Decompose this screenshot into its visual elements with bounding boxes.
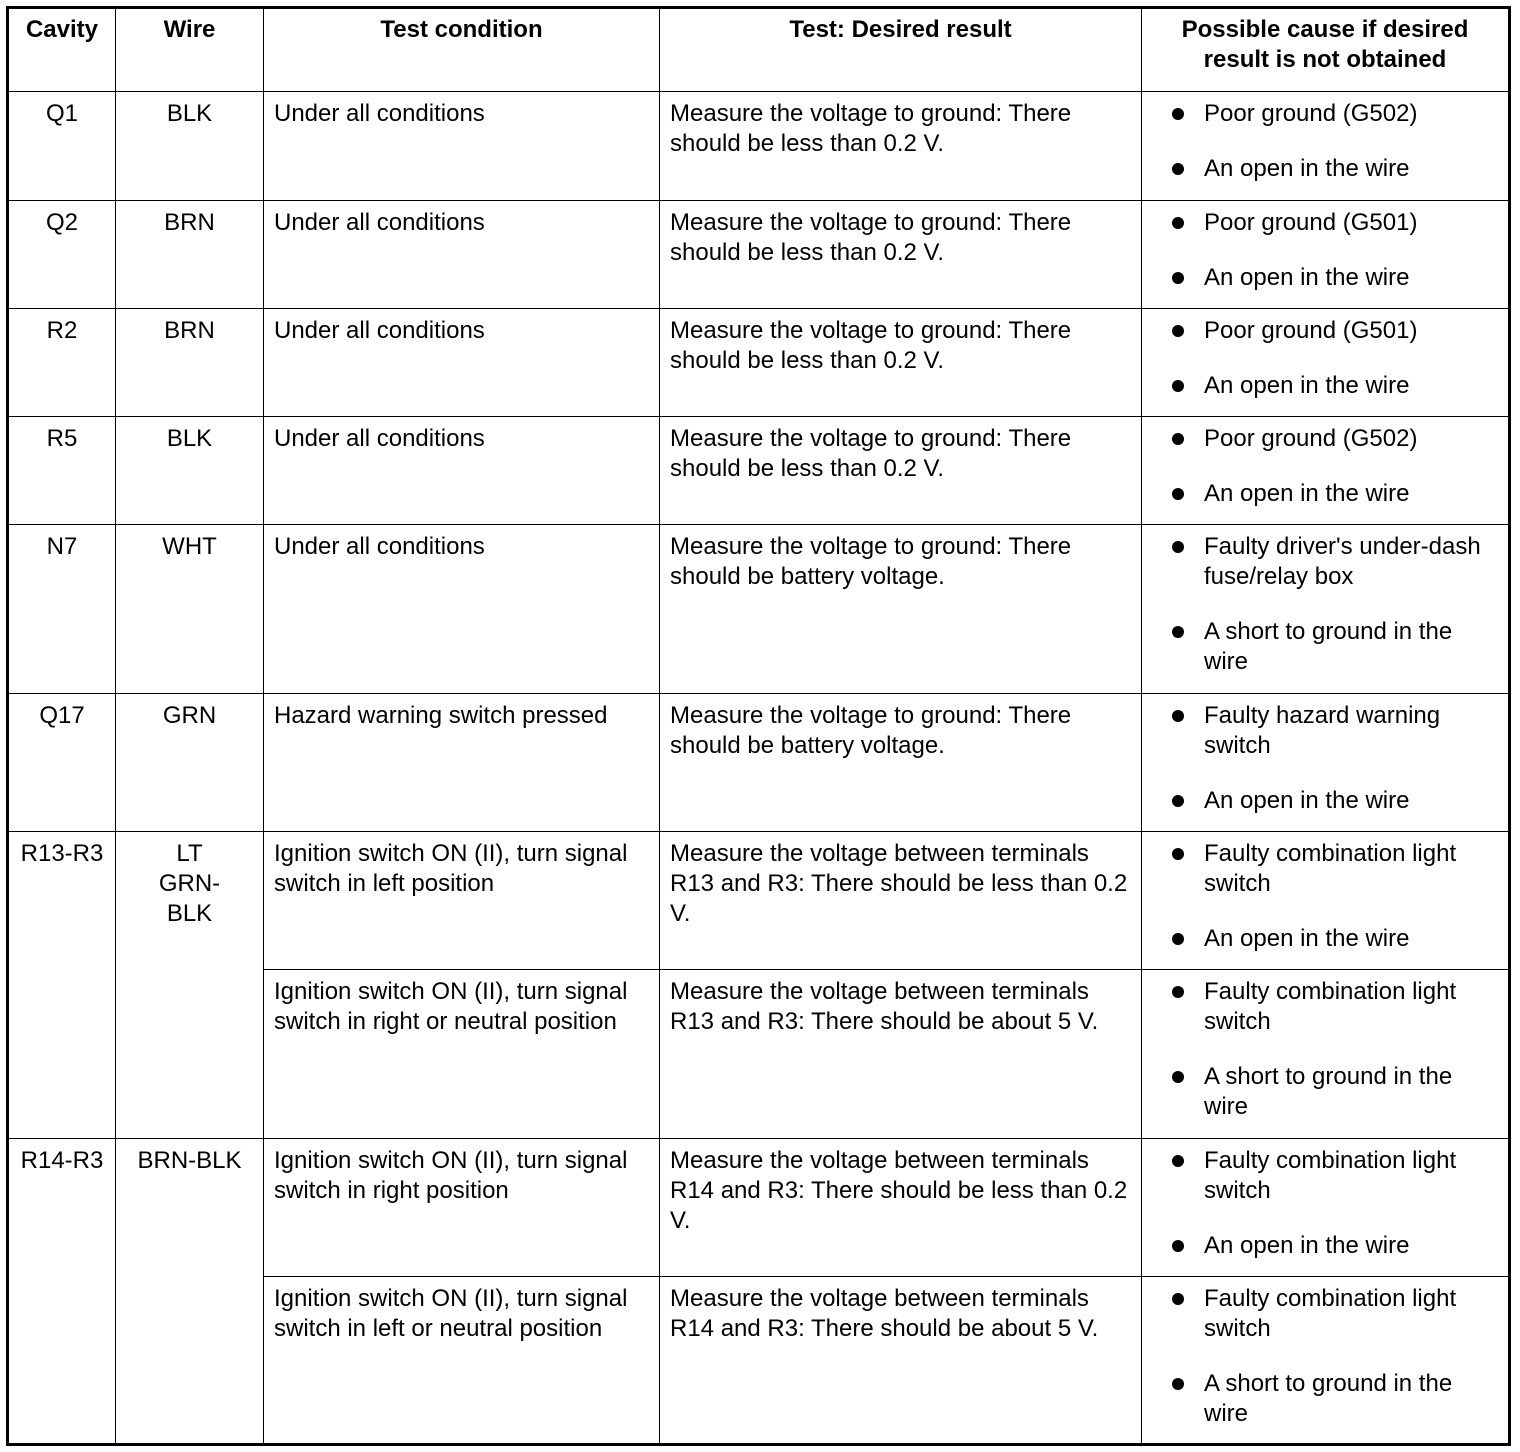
cause-bullet: Poor ground (G501) xyxy=(1152,208,1498,238)
cavity-cell: R13-R3 xyxy=(8,832,116,1139)
cavity-cell: N7 xyxy=(8,525,116,694)
condition-cell: Ignition switch ON (II), turn signal switch in right or neutral position xyxy=(264,970,660,1139)
connector-test-table xyxy=(6,6,1511,1446)
cause-cell xyxy=(1142,417,1510,525)
result-cell: Measure the voltage to ground: There should be battery voltage. xyxy=(660,525,1142,694)
cause-cell xyxy=(1142,970,1510,1139)
cause-bullet: An open in the wire xyxy=(1152,479,1498,509)
wire-cell: GRN xyxy=(116,694,264,832)
cause-bullet: Faulty combination light switch xyxy=(1152,839,1498,899)
cause-bullet: Faulty hazard warning switch xyxy=(1152,701,1498,761)
cause-bullet: Faulty driver's under-dash fuse/relay box xyxy=(1152,532,1498,592)
cavity-cell: Q17 xyxy=(8,694,116,832)
result-cell: Measure the voltage to ground: There should be less than 0.2 V. xyxy=(660,309,1142,417)
cause-bullet: A short to ground in the wire xyxy=(1152,617,1498,677)
condition-cell: Ignition switch ON (II), turn signal switch in right position xyxy=(264,1139,660,1277)
header-test-condition: Test condition xyxy=(264,8,660,92)
cause-bullet: Faulty combination light switch xyxy=(1152,977,1498,1037)
header-wire: Wire xyxy=(116,8,264,92)
cavity-cell: Q1 xyxy=(8,92,116,201)
header-possible-cause: Possible cause if desired result is not obtained xyxy=(1142,8,1510,92)
cause-bullet: Poor ground (G502) xyxy=(1152,99,1498,129)
wire-cell: BRN xyxy=(116,201,264,309)
cause-cell xyxy=(1142,92,1510,201)
cause-bullet: Poor ground (G501) xyxy=(1152,316,1498,346)
cause-bullet: A short to ground in the wire xyxy=(1152,1062,1498,1122)
table-row xyxy=(8,92,1510,201)
cause-bullet: An open in the wire xyxy=(1152,786,1498,816)
cause-cell xyxy=(1142,525,1510,694)
result-cell: Measure the voltage between terminals R14 and R3: There should be less than 0.2 V. xyxy=(660,1139,1142,1277)
cause-bullet: Poor ground (G502) xyxy=(1152,424,1498,454)
wire-cell: BLK xyxy=(116,92,264,201)
header-cavity: Cavity xyxy=(8,8,116,92)
table-row xyxy=(8,694,1510,832)
wire-cell: BRN-BLK xyxy=(116,1139,264,1445)
condition-cell: Under all conditions xyxy=(264,92,660,201)
result-cell: Measure the voltage between terminals R14 and R3: There should be about 5 V. xyxy=(660,1277,1142,1445)
condition-cell: Under all conditions xyxy=(264,201,660,309)
result-cell: Measure the voltage to ground: There should be less than 0.2 V. xyxy=(660,92,1142,201)
condition-cell: Under all conditions xyxy=(264,525,660,694)
wire-cell: BLK xyxy=(116,417,264,525)
table-row xyxy=(8,832,1510,970)
wire-cell: LT GRN-BLK xyxy=(116,832,264,1139)
cause-cell xyxy=(1142,1139,1510,1277)
cause-cell xyxy=(1142,201,1510,309)
condition-cell: Hazard warning switch pressed xyxy=(264,694,660,832)
table-row xyxy=(8,525,1510,694)
cause-cell xyxy=(1142,694,1510,832)
cause-bullet: An open in the wire xyxy=(1152,263,1498,293)
wire-cell: WHT xyxy=(116,525,264,694)
condition-cell: Ignition switch ON (II), turn signal switch in left position xyxy=(264,832,660,970)
header-desired-result: Test: Desired result xyxy=(660,8,1142,92)
cavity-cell: Q2 xyxy=(8,201,116,309)
table-row xyxy=(8,201,1510,309)
result-cell: Measure the voltage to ground: There should be battery voltage. xyxy=(660,694,1142,832)
table-row xyxy=(8,1139,1510,1277)
result-cell: Measure the voltage between terminals R13 and R3: There should be less than 0.2 V. xyxy=(660,832,1142,970)
cavity-cell: R14-R3 xyxy=(8,1139,116,1445)
cavity-cell: R2 xyxy=(8,309,116,417)
cause-cell xyxy=(1142,1277,1510,1445)
cause-bullet: An open in the wire xyxy=(1152,371,1498,401)
cause-cell xyxy=(1142,832,1510,970)
condition-cell: Under all conditions xyxy=(264,417,660,525)
cause-cell xyxy=(1142,309,1510,417)
result-cell: Measure the voltage to ground: There should be less than 0.2 V. xyxy=(660,417,1142,525)
cause-bullet: An open in the wire xyxy=(1152,154,1498,184)
cause-bullet: A short to ground in the wire xyxy=(1152,1369,1498,1429)
cavity-cell: R5 xyxy=(8,417,116,525)
cause-bullet: Faulty combination light switch xyxy=(1152,1284,1498,1344)
cause-bullet: An open in the wire xyxy=(1152,924,1498,954)
header-row xyxy=(8,8,1510,92)
result-cell: Measure the voltage to ground: There should be less than 0.2 V. xyxy=(660,201,1142,309)
condition-cell: Ignition switch ON (II), turn signal switch in left or neutral position xyxy=(264,1277,660,1445)
table-row xyxy=(8,417,1510,525)
result-cell: Measure the voltage between terminals R13 and R3: There should be about 5 V. xyxy=(660,970,1142,1139)
cause-bullet: An open in the wire xyxy=(1152,1231,1498,1261)
condition-cell: Under all conditions xyxy=(264,309,660,417)
table-row xyxy=(8,309,1510,417)
cause-bullet: Faulty combination light switch xyxy=(1152,1146,1498,1206)
wire-cell: BRN xyxy=(116,309,264,417)
